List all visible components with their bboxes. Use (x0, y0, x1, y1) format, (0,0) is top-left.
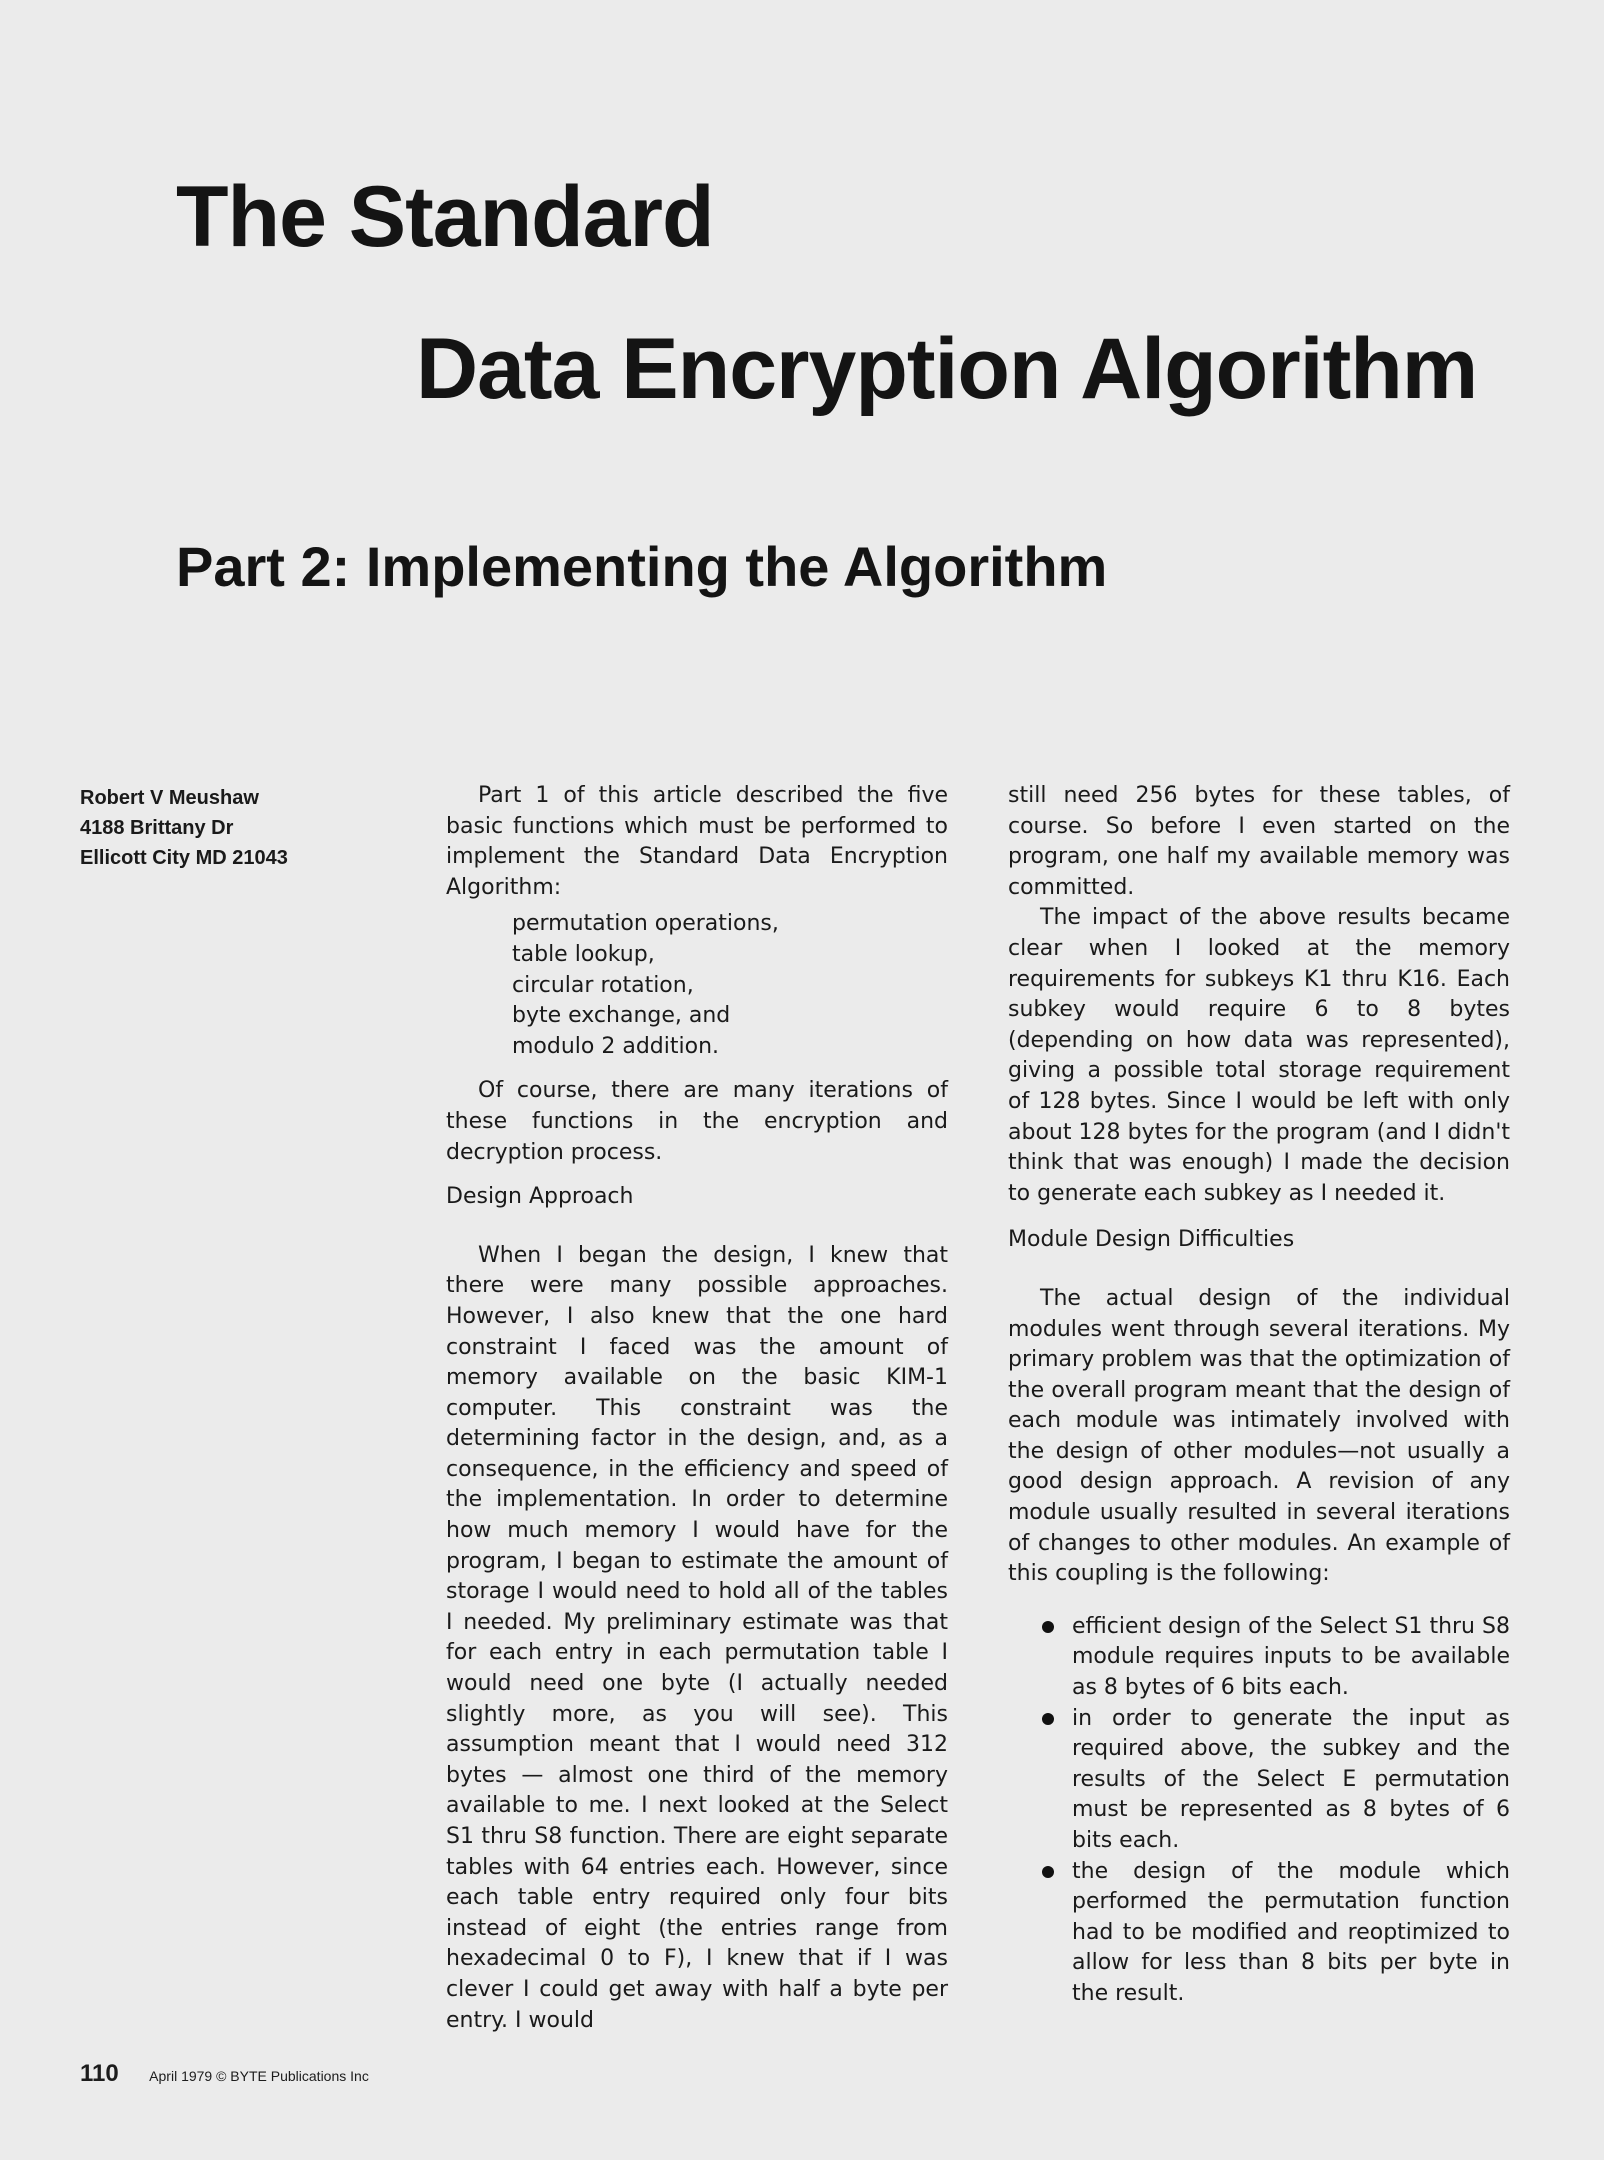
subtitle: Part 2: Implementing the Algorithm (176, 535, 1108, 598)
intro-paragraph: Part 1 of this article described the five basic functions which must be performed to implement the Standard Data Encryption Algorithm: (446, 783, 948, 900)
paragraph-iterations: Of course, there are many iterations of these functions in the encryption and decryption process. (446, 1078, 948, 1165)
column-1 (446, 781, 948, 2036)
list-item (1008, 1612, 1510, 1704)
bullet-text: efficient design of the Select S1 thru S8 module requires inputs to be available as 8 bytes of 6 bits each. (1072, 1613, 1510, 1701)
column-2 (1008, 781, 1510, 2010)
heading-design-approach: Design Approach (446, 1184, 634, 1210)
function-item: modulo 2 addition. (512, 1033, 720, 1059)
function-item: circular rotation, (512, 972, 694, 998)
page-footer (80, 2060, 369, 2088)
author-name: Robert V Meushaw (80, 787, 259, 809)
bullet-icon (1042, 1621, 1054, 1633)
function-item: byte exchange, and (512, 1003, 731, 1029)
title-line-1: The Standard (176, 169, 714, 265)
author-block (80, 783, 288, 873)
paragraph-subkeys: The impact of the above results became clear when I looked at the memory requirements for subkeys K1 thru K16. Each subkey would require 6 to 8 bytes (depending on how data was represented), giving a possible total storage requirement of 128 bytes. Since I would be left with only about 128 bytes for the program (and I didn't think that was enough) I made the decision to generate each subkey as I needed it. (1008, 905, 1510, 1206)
publication-credit: April 1979 © BYTE Publications Inc (149, 2068, 369, 2084)
author-city: Ellicott City MD 21043 (80, 847, 288, 869)
list-item (1008, 1704, 1510, 1857)
coupling-list (1008, 1612, 1510, 2010)
paragraph-continued: still need 256 bytes for these tables, of course. So before I even started on the program, one half my available memory was committed. (1008, 783, 1510, 900)
paragraph-module-design: The actual design of the individual modules went through several iterations. My primary problem was that the optimization of the overall program meant that the design of each module was intimately involved with the design of other modules—not usually a good design approach. A revision of any module usually resulted in several iterations of changes to other modules. An example of this coupling is the following: (1008, 1285, 1510, 1587)
bullet-icon (1042, 1713, 1054, 1725)
bullet-text: the design of the module which performed the permutation function had to be modified and reoptimized to allow for less than 8 bits per byte in the result. (1072, 1858, 1510, 2006)
title-line-2: Data Encryption Algorithm (416, 321, 1478, 417)
function-item: permutation operations, (512, 911, 779, 937)
paragraph-design-approach: When I began the design, I knew that there were many possible approaches. However, I also knew that the one hard constraint I faced was the amount of memory available on the basic KIM-1 computer. This constraint was the determining factor in the design, and, as a consequence, in the efficiency and speed of the implementation. In order to determine how much memory I would have for the program, I began to estimate the amount of storage I would need to hold all of the tables I needed. My preliminary estimate was that for each entry in each permutation table I would need one byte (I actually needed slightly more, as you will see). This assumption meant that I would need 312 bytes — almost one third of the memory available to me. I next looked at the Select S1 thru S8 function. There are eight separate tables with 64 entries each. However, since each table entry required only four bits instead of eight (the entries range from hexadecimal 0 to F), I knew that if I was clever I could get away with half a byte per entry. I would (446, 1242, 948, 2033)
function-item: table lookup, (512, 941, 655, 967)
page-number: 110 (80, 2060, 119, 2087)
bullet-icon (1042, 1866, 1054, 1878)
heading-module-design: Module Design Difficulties (1008, 1227, 1295, 1253)
author-street: 4188 Brittany Dr (80, 817, 234, 839)
function-list (512, 909, 948, 1062)
list-item (1008, 1857, 1510, 2010)
bullet-text: in order to generate the input as required above, the subkey and the results of the Select E permutation must be represented as 8 bytes of 6 bits each. (1072, 1705, 1510, 1853)
